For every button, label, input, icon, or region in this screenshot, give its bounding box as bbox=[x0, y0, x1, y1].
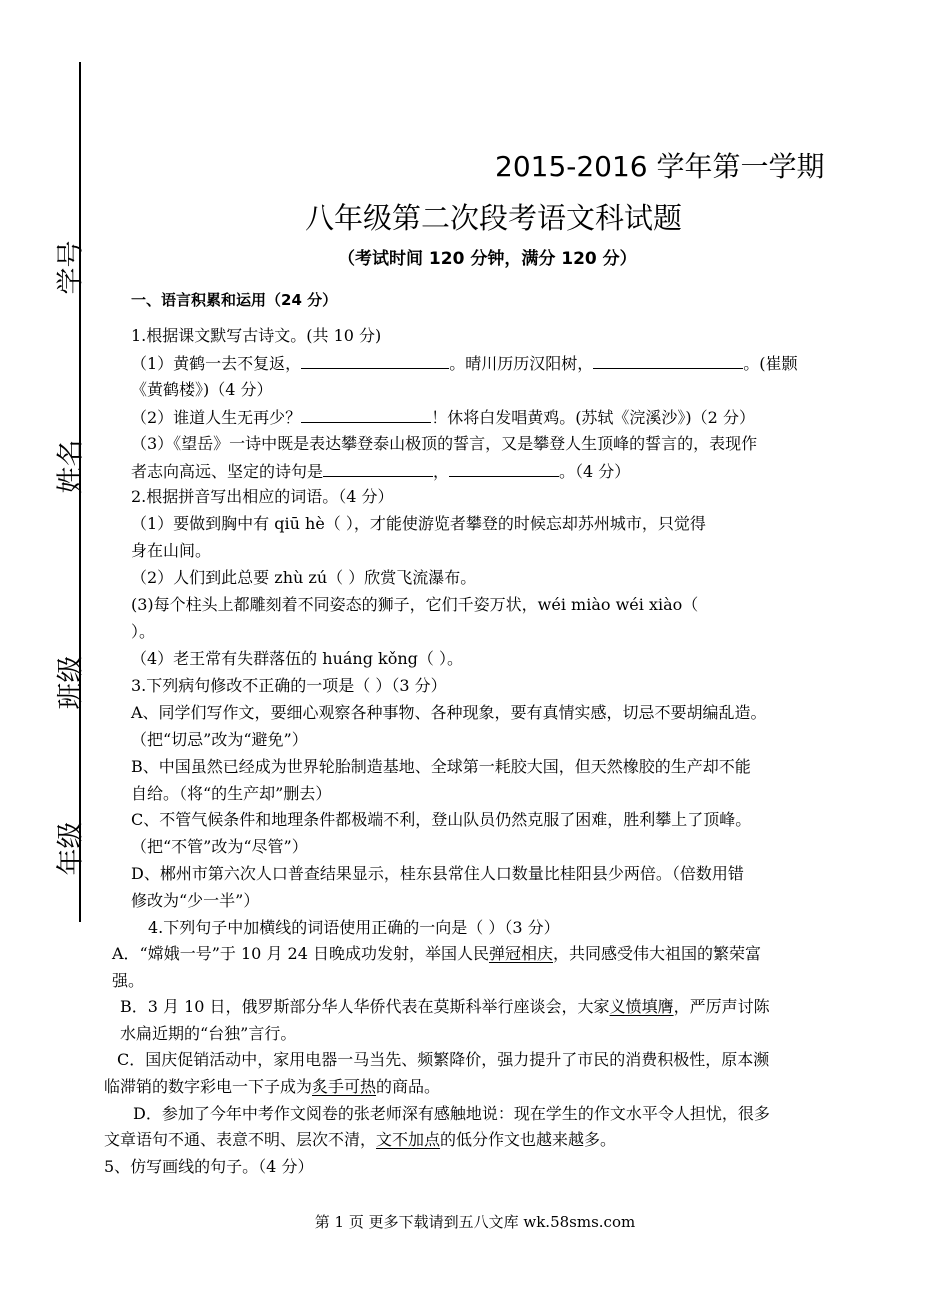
q4-option-b-line2: 水扁近期的“台独”言行。 bbox=[120, 1024, 297, 1043]
exam-title-term: 2015-2016 学年第一学期 bbox=[495, 150, 825, 183]
underlined-idiom: 炙手可热 bbox=[312, 1077, 377, 1096]
q1-part1-text-a: （1）黄鹤一去不复返， bbox=[131, 354, 302, 373]
underlined-idiom: 弹冠相庆 bbox=[488, 944, 553, 963]
q2-part3-line1: (3)每个柱头上都雕刻着不同姿态的狮子，它们千姿万状，wéi miào wéi xiào（ bbox=[131, 595, 699, 614]
q4-option-d-line2 bbox=[104, 1130, 616, 1150]
answer-blank[interactable] bbox=[301, 407, 431, 423]
q4-option-c-line1: C．国庆促销活动中，家用电器一马当先、频繁降价，强力提升了市民的消费积极性，原本濒 bbox=[117, 1050, 770, 1069]
q2-part1-line2: 身在山间。 bbox=[131, 541, 212, 560]
q1-stem: 1.根据课文默写古诗文。(共 10 分) bbox=[131, 326, 382, 345]
q3-option-a-line1: A、同学们写作文，要细心观察各种事物、各种现象，要有真情实感，切忌不要胡编乱造。 bbox=[131, 703, 767, 722]
q4-d-text-pre: 文章语句不通、表意不明、层次不清， bbox=[104, 1130, 377, 1149]
q4-option-a-line2: 强。 bbox=[112, 971, 145, 990]
q1-part2-text-a: （2）谁道人生无再少？ bbox=[131, 408, 302, 427]
q2-part4: （4）老王常有失群落伍的 huáng kǒng（ ）。 bbox=[131, 649, 464, 668]
q2-part1-line1: （1）要做到胸中有 qiū hè（ ），才能使游览者攀登的时候忘却苏州城市，只觉得 bbox=[131, 514, 706, 533]
name-label: 姓名 bbox=[55, 439, 87, 494]
q3-option-c-line2: （把“不管”改为“尽管”） bbox=[131, 837, 308, 856]
q1-part3-line1: （3）《望岳》一诗中既是表达攀登泰山极顶的誓言，又是攀登人生顶峰的誓言的，表现作 bbox=[131, 434, 758, 453]
student-id-label: 学号 bbox=[55, 240, 87, 295]
q3-option-d-line1: D、郴州市第六次人口普查结果显示，桂东县常住人口数量比桂阳县少两倍。（倍数用错 bbox=[131, 864, 744, 883]
q4-option-d-line1: D．参加了今年中考作文阅卷的张老师深有感触地说：现在学生的作文水平令人担忧，很多 bbox=[133, 1104, 770, 1123]
q1-part1-text-c: 。(崔颢 bbox=[743, 354, 798, 373]
q4-a-text-post: ，共同感受伟大祖国的繁荣富 bbox=[553, 944, 762, 963]
q4-option-a-line1 bbox=[112, 944, 761, 964]
exam-subtitle: （考试时间 120 分钟，满分 120 分） bbox=[338, 249, 637, 269]
q1-part1-line2: 《黄鹤楼》)（4 分） bbox=[131, 380, 273, 399]
page-footer: 第 1 页 更多下载请到五八文库 wk.58sms.com bbox=[314, 1213, 636, 1231]
q3-option-b-line2: 自给。（将“的生产却”删去） bbox=[131, 784, 332, 803]
section-heading: 一、语言积累和运用（24 分） bbox=[131, 291, 338, 309]
q4-a-text-pre: A．“嫦娥一号”于 10 月 24 日晚成功发射，举国人民 bbox=[112, 944, 489, 963]
q2-stem: 2.根据拼音写出相应的词语。（4 分） bbox=[131, 487, 394, 506]
grade-label: 年级 bbox=[55, 821, 87, 876]
q4-stem: 4.下列句子中加横线的词语使用正确的一向是（ ）（3 分） bbox=[148, 918, 560, 937]
q2-part3-line2: ）。 bbox=[131, 622, 156, 641]
answer-blank[interactable] bbox=[593, 353, 743, 369]
q1-part1-text-b: 。晴川历历汉阳树， bbox=[449, 354, 594, 373]
q4-option-c-line2 bbox=[104, 1077, 440, 1097]
q5-stem: 5、仿写画线的句子。（4 分） bbox=[104, 1157, 314, 1176]
q1-part3-text-b: 者志向高远、坚定的诗句是 bbox=[131, 462, 324, 481]
q1-part3-line2 bbox=[131, 461, 630, 482]
q2-part2: （2）人们到此总要 zhù zú（ ）欣赏飞流瀑布。 bbox=[131, 568, 477, 587]
q1-part3-text-d: 。（4 分） bbox=[559, 462, 631, 481]
underlined-idiom: 义愤填膺 bbox=[609, 997, 674, 1016]
class-label: 班级 bbox=[55, 655, 87, 710]
q4-option-b-line1 bbox=[120, 997, 770, 1017]
underlined-idiom: 文不加点 bbox=[376, 1130, 441, 1149]
q4-c-text-post: 的商品。 bbox=[376, 1077, 441, 1096]
q4-c-text-pre: 临滞销的数字彩电一下子成为 bbox=[104, 1077, 313, 1096]
q1-part2 bbox=[131, 407, 755, 428]
q1-part2-text-b: ！休将白发唱黄鸡。(苏轼《浣溪沙》)（2 分） bbox=[431, 408, 755, 427]
answer-blank[interactable] bbox=[449, 461, 559, 477]
q3-stem: 3.下列病句修改不正确的一项是（ ）（3 分） bbox=[131, 676, 447, 695]
q3-option-d-line2: 修改为“少一半”） bbox=[131, 891, 260, 910]
answer-blank[interactable] bbox=[323, 461, 433, 477]
exam-title: 八年级第二次段考语文科试题 bbox=[305, 201, 683, 235]
q1-part3-text-c: ， bbox=[433, 462, 450, 481]
q4-d-text-post: 的低分作文也越来越多。 bbox=[440, 1130, 617, 1149]
q1-part1-line1 bbox=[131, 353, 797, 374]
q3-option-c-line1: C、不管气候条件和地理条件都极端不利，登山队员仍然克服了困难，胜利攀上了顶峰。 bbox=[131, 810, 752, 829]
q3-option-a-line2: （把“切忌”改为“避免”） bbox=[131, 730, 308, 749]
q4-b-text-post: ，严厉声讨陈 bbox=[673, 997, 770, 1016]
q4-b-text-pre: B．3 月 10 日，俄罗斯部分华人华侨代表在莫斯科举行座谈会，大家 bbox=[120, 997, 610, 1016]
answer-blank[interactable] bbox=[301, 353, 449, 369]
q3-option-b-line1: B、中国虽然已经成为世界轮胎制造基地、全球第一耗胶大国，但天然橡胶的生产却不能 bbox=[131, 757, 751, 776]
